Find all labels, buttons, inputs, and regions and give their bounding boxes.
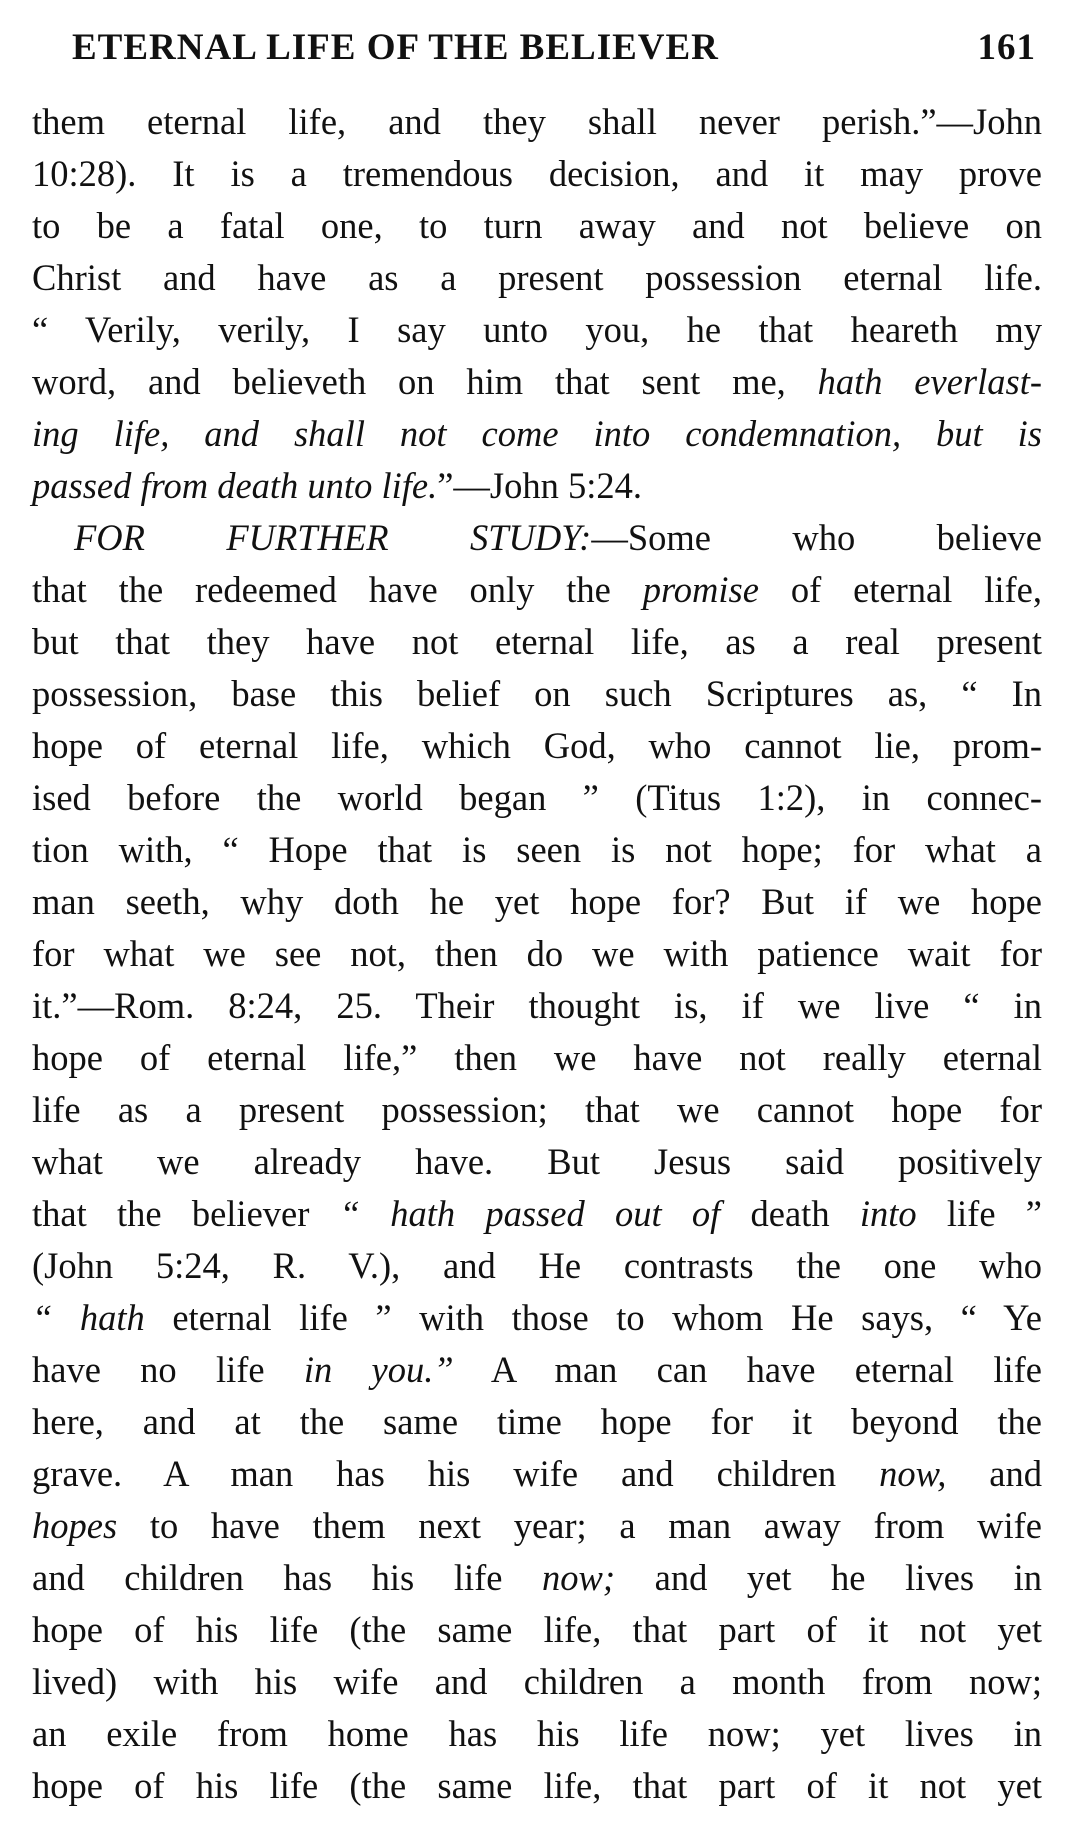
- text-segment: hope of his life (the same life, that part of it not yet: [32, 1765, 1042, 1806]
- text-line: [32, 928, 1042, 980]
- text-line: [32, 148, 1042, 200]
- text-line: [32, 720, 1042, 772]
- text-line: [32, 96, 1042, 148]
- text-segment: —Some who believe: [591, 517, 1042, 558]
- italic-text: FOR FURTHER STUDY:: [74, 517, 592, 558]
- text-line: [32, 876, 1042, 928]
- text-line: [32, 1032, 1042, 1084]
- italic-text: promise: [642, 569, 759, 610]
- text-segment: of eternal life,: [758, 569, 1042, 610]
- text-line: [32, 304, 1042, 356]
- text-segment: 10:28). It is a tremendous decision, and it may prove: [32, 153, 1042, 194]
- book-page: [32, 22, 1042, 1812]
- text-segment: hope of eternal life, which God, who cannot lie, prom-: [32, 725, 1042, 766]
- text-segment: death: [720, 1193, 860, 1234]
- text-segment: hope of eternal life,” then we have not really eternal: [32, 1037, 1042, 1078]
- text-line: [32, 668, 1042, 720]
- text-line: [32, 1240, 1042, 1292]
- text-segment: what we already have. But Jesus said positively: [32, 1141, 1042, 1182]
- text-segment: tion with, “ Hope that is seen is not hope; for what a: [32, 829, 1042, 870]
- text-segment: man seeth, why doth he yet hope for? But if we hope: [32, 881, 1042, 922]
- text-line: [32, 980, 1042, 1032]
- text-line: [32, 1136, 1042, 1188]
- italic-text: hopes: [32, 1505, 118, 1546]
- text-line: [32, 200, 1042, 252]
- text-line: [32, 564, 1042, 616]
- text-line: [32, 824, 1042, 876]
- italic-text: “ hath: [32, 1297, 145, 1338]
- running-title: ETERNAL LIFE OF THE BELIEVER: [72, 27, 719, 68]
- text-segment: to have them next year; a man away from wife: [117, 1505, 1042, 1546]
- text-line: [32, 1656, 1042, 1708]
- text-segment: possession, base this belief on such Scriptures as, “ In: [32, 673, 1042, 714]
- italic-text: into: [859, 1193, 917, 1234]
- italic-text: now;: [542, 1557, 616, 1598]
- text-line: [32, 1448, 1042, 1500]
- text-segment: life as a present possession; that we cannot hope for: [32, 1089, 1042, 1130]
- text-line: [32, 460, 1042, 512]
- text-line: [32, 408, 1042, 460]
- text-segment: hope of his life (the same life, that part of it not yet: [32, 1609, 1042, 1650]
- text-segment: word, and believeth on him that sent me,: [32, 361, 818, 402]
- text-line: [32, 1084, 1042, 1136]
- text-segment: A man can have eternal life: [453, 1349, 1042, 1390]
- text-segment: to be a fatal one, to turn away and not believe on: [32, 205, 1042, 246]
- text-segment: eternal life ” with those to whom He says, “ Ye: [144, 1297, 1042, 1338]
- italic-text: ing life, and shall not come into condemnation, but is: [32, 413, 1042, 454]
- text-line: [32, 1604, 1042, 1656]
- text-line: [32, 512, 1042, 564]
- text-segment: that the redeemed have only the: [32, 569, 643, 610]
- text-segment: life ”: [916, 1193, 1042, 1234]
- text-segment: “ Verily, verily, I say unto you, he that heareth my: [32, 309, 1042, 350]
- italic-text: now,: [879, 1453, 947, 1494]
- text-line: [32, 1500, 1042, 1552]
- text-segment: and children has his life: [32, 1557, 543, 1598]
- text-line: [32, 1708, 1042, 1760]
- text-segment: ”—John 5:24.: [437, 465, 642, 506]
- text-line: [32, 1292, 1042, 1344]
- text-segment: that the believer: [32, 1193, 340, 1234]
- text-line: [32, 772, 1042, 824]
- text-segment: here, and at the same time hope for it beyond the: [32, 1401, 1042, 1442]
- text-segment: grave. A man has his wife and children: [32, 1453, 880, 1494]
- text-segment: and: [946, 1453, 1042, 1494]
- text-segment: ised before the world began ” (Titus 1:2), in connec-: [32, 777, 1042, 818]
- text-segment: for what we see not, then do we with patience wait for: [32, 933, 1042, 974]
- text-segment: Christ and have as a present possession eternal life.: [32, 257, 1042, 298]
- text-line: [32, 1760, 1042, 1812]
- text-line: [32, 1396, 1042, 1448]
- text-segment: but that they have not eternal life, as a real present: [32, 621, 1042, 662]
- page-header: [32, 22, 1042, 74]
- italic-text: hath everlast-: [817, 361, 1043, 402]
- text-segment: it.”—Rom. 8:24, 25. Their thought is, if we live “ in: [32, 985, 1042, 1026]
- text-segment: have no life: [32, 1349, 304, 1390]
- page-number: 161: [977, 27, 1036, 68]
- text-segment: and yet he lives in: [615, 1557, 1042, 1598]
- text-segment: an exile from home has his life now; yet lives in: [32, 1713, 1042, 1754]
- text-line: [32, 356, 1042, 408]
- text-segment: them eternal life, and they shall never perish.”—John: [32, 101, 1042, 142]
- text-line: [32, 616, 1042, 668]
- text-line: [32, 1188, 1042, 1240]
- text-segment: lived) with his wife and children a month from now;: [32, 1661, 1042, 1702]
- body-text: [32, 96, 1042, 1812]
- italic-text: “ hath passed out of: [339, 1193, 721, 1234]
- text-line: [32, 252, 1042, 304]
- text-line: [32, 1344, 1042, 1396]
- text-segment: (John 5:24, R. V.), and He contrasts the one who: [32, 1245, 1042, 1286]
- italic-text: passed from death unto life.: [32, 465, 438, 506]
- italic-text: in you.”: [303, 1349, 454, 1390]
- text-line: [32, 1552, 1042, 1604]
